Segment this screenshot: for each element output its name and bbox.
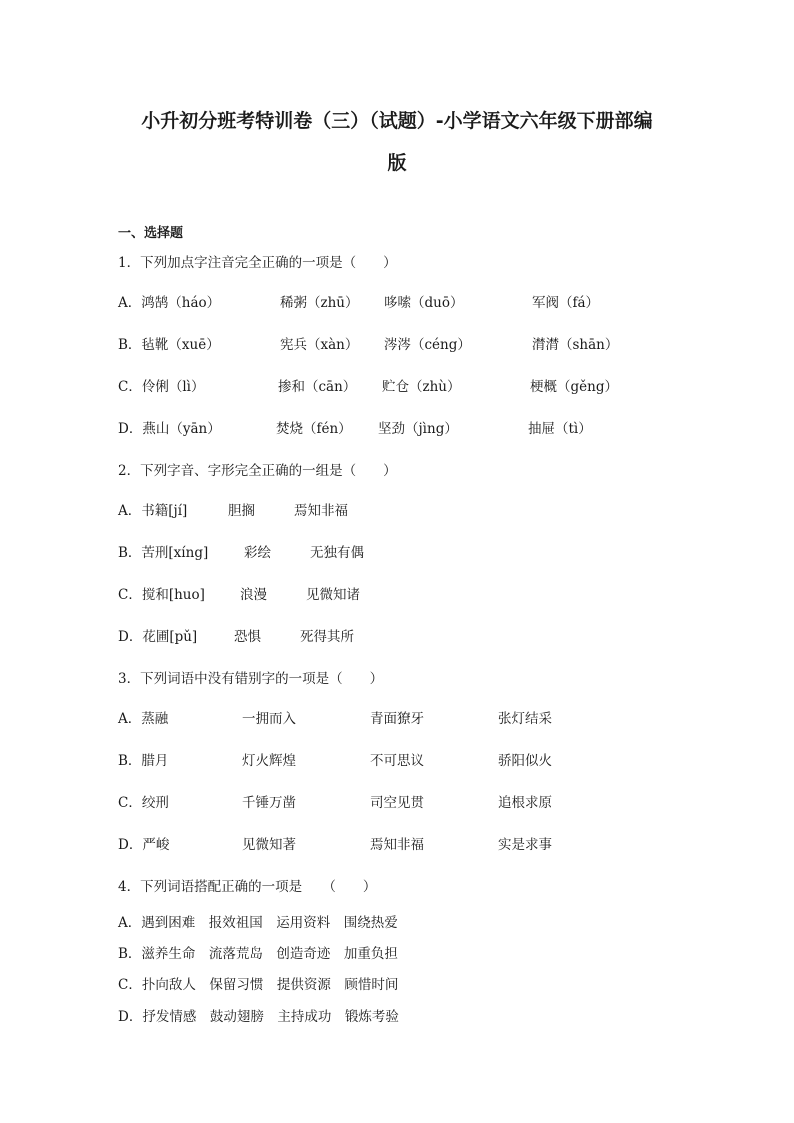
option-text: 抽屉（tì） <box>528 421 592 437</box>
option-text: 无独有偶 <box>310 545 364 561</box>
question-4-option-a: A．遇到困难 报效祖国 运用资料 围绕热爱 <box>118 915 398 931</box>
option-text: D．严峻 <box>118 837 170 853</box>
option-text: B．腊月 <box>118 753 169 769</box>
option-text: 实是求事 <box>498 837 552 853</box>
option-text: 宪兵（xàn） <box>280 337 359 353</box>
option-text: 不可思议 <box>370 753 424 769</box>
option-text: 哆嗦（duō） <box>384 295 464 311</box>
option-text: 一拥而入 <box>242 711 296 727</box>
title-line-2: 版 <box>387 152 407 174</box>
question-2-stem: 2．下列字音、字形完全正确的一组是（ ） <box>118 463 397 479</box>
option-text: A．蒸融 <box>118 711 169 727</box>
option-text: 千锤万凿 <box>242 795 296 811</box>
option-text: C．伶俐（lì） <box>118 379 205 395</box>
section-heading: 一、选择题 <box>118 226 184 241</box>
option-text: 胆搁 <box>228 503 255 519</box>
option-text: D．花圃[pǔ] <box>118 629 198 645</box>
option-text: 梗概（gěng） <box>530 379 618 395</box>
option-text: 浪漫 <box>240 587 267 603</box>
question-1-stem: 1．下列加点字注音完全正确的一项是（ ） <box>118 255 397 271</box>
option-text: A．书籍[jí] <box>118 503 188 519</box>
option-text: 骄阳似火 <box>498 753 552 769</box>
question-4-option-b: B．滋养生命 流落荒岛 创造奇迹 加重负担 <box>118 946 398 962</box>
option-text: 彩绘 <box>244 545 271 561</box>
option-text: B．毡靴（xuē） <box>118 337 220 353</box>
question-4-option-c: C．扑向敌人 保留习惯 提供资源 顾惜时间 <box>118 977 399 993</box>
option-text: 见微知诸 <box>306 587 360 603</box>
question-4-option-d: D．抒发情感 鼓动翅膀 主持成功 锻炼考验 <box>118 1009 399 1025</box>
question-3-stem: 3．下列词语中没有错别字的一项是（ ） <box>118 671 384 687</box>
option-text: 灯火辉煌 <box>242 753 296 769</box>
question-4-stem: 4．下列词语搭配正确的一项是 （ ） <box>118 879 377 895</box>
option-text: 司空见贯 <box>370 795 424 811</box>
option-text: 稀粥（zhū） <box>280 295 359 311</box>
option-text: C．绞刑 <box>118 795 169 811</box>
option-text: 军阀（fá） <box>532 295 600 311</box>
option-text: 青面獠牙 <box>370 711 424 727</box>
option-text: 焚烧（fén） <box>276 421 352 437</box>
option-text: B．苦刑[xíng] <box>118 545 209 561</box>
option-text: 潸潸（shān） <box>532 337 619 353</box>
option-text: 追根求原 <box>498 795 552 811</box>
option-text: 涔涔（céng） <box>384 337 471 353</box>
title-line-1: 小升初分班考特训卷（三）（试题）-小学语文六年级下册部编 <box>141 110 653 132</box>
option-text: D．燕山（yān） <box>118 421 221 437</box>
option-text: 坚劲（jìng） <box>378 421 458 437</box>
option-text: 焉知非福 <box>294 503 348 519</box>
option-text: C．搅和[huo] <box>118 587 205 603</box>
option-text: 贮仓（zhù） <box>382 379 461 395</box>
option-text: 张灯结采 <box>498 711 552 727</box>
option-text: 恐惧 <box>234 629 261 645</box>
option-text: 死得其所 <box>300 629 354 645</box>
option-text: 焉知非福 <box>370 837 424 853</box>
option-text: 见微知著 <box>242 837 296 853</box>
option-text: A．鸿鹄（háo） <box>118 295 221 311</box>
document-title <box>110 100 684 184</box>
option-text: 掺和（cān） <box>278 379 357 395</box>
